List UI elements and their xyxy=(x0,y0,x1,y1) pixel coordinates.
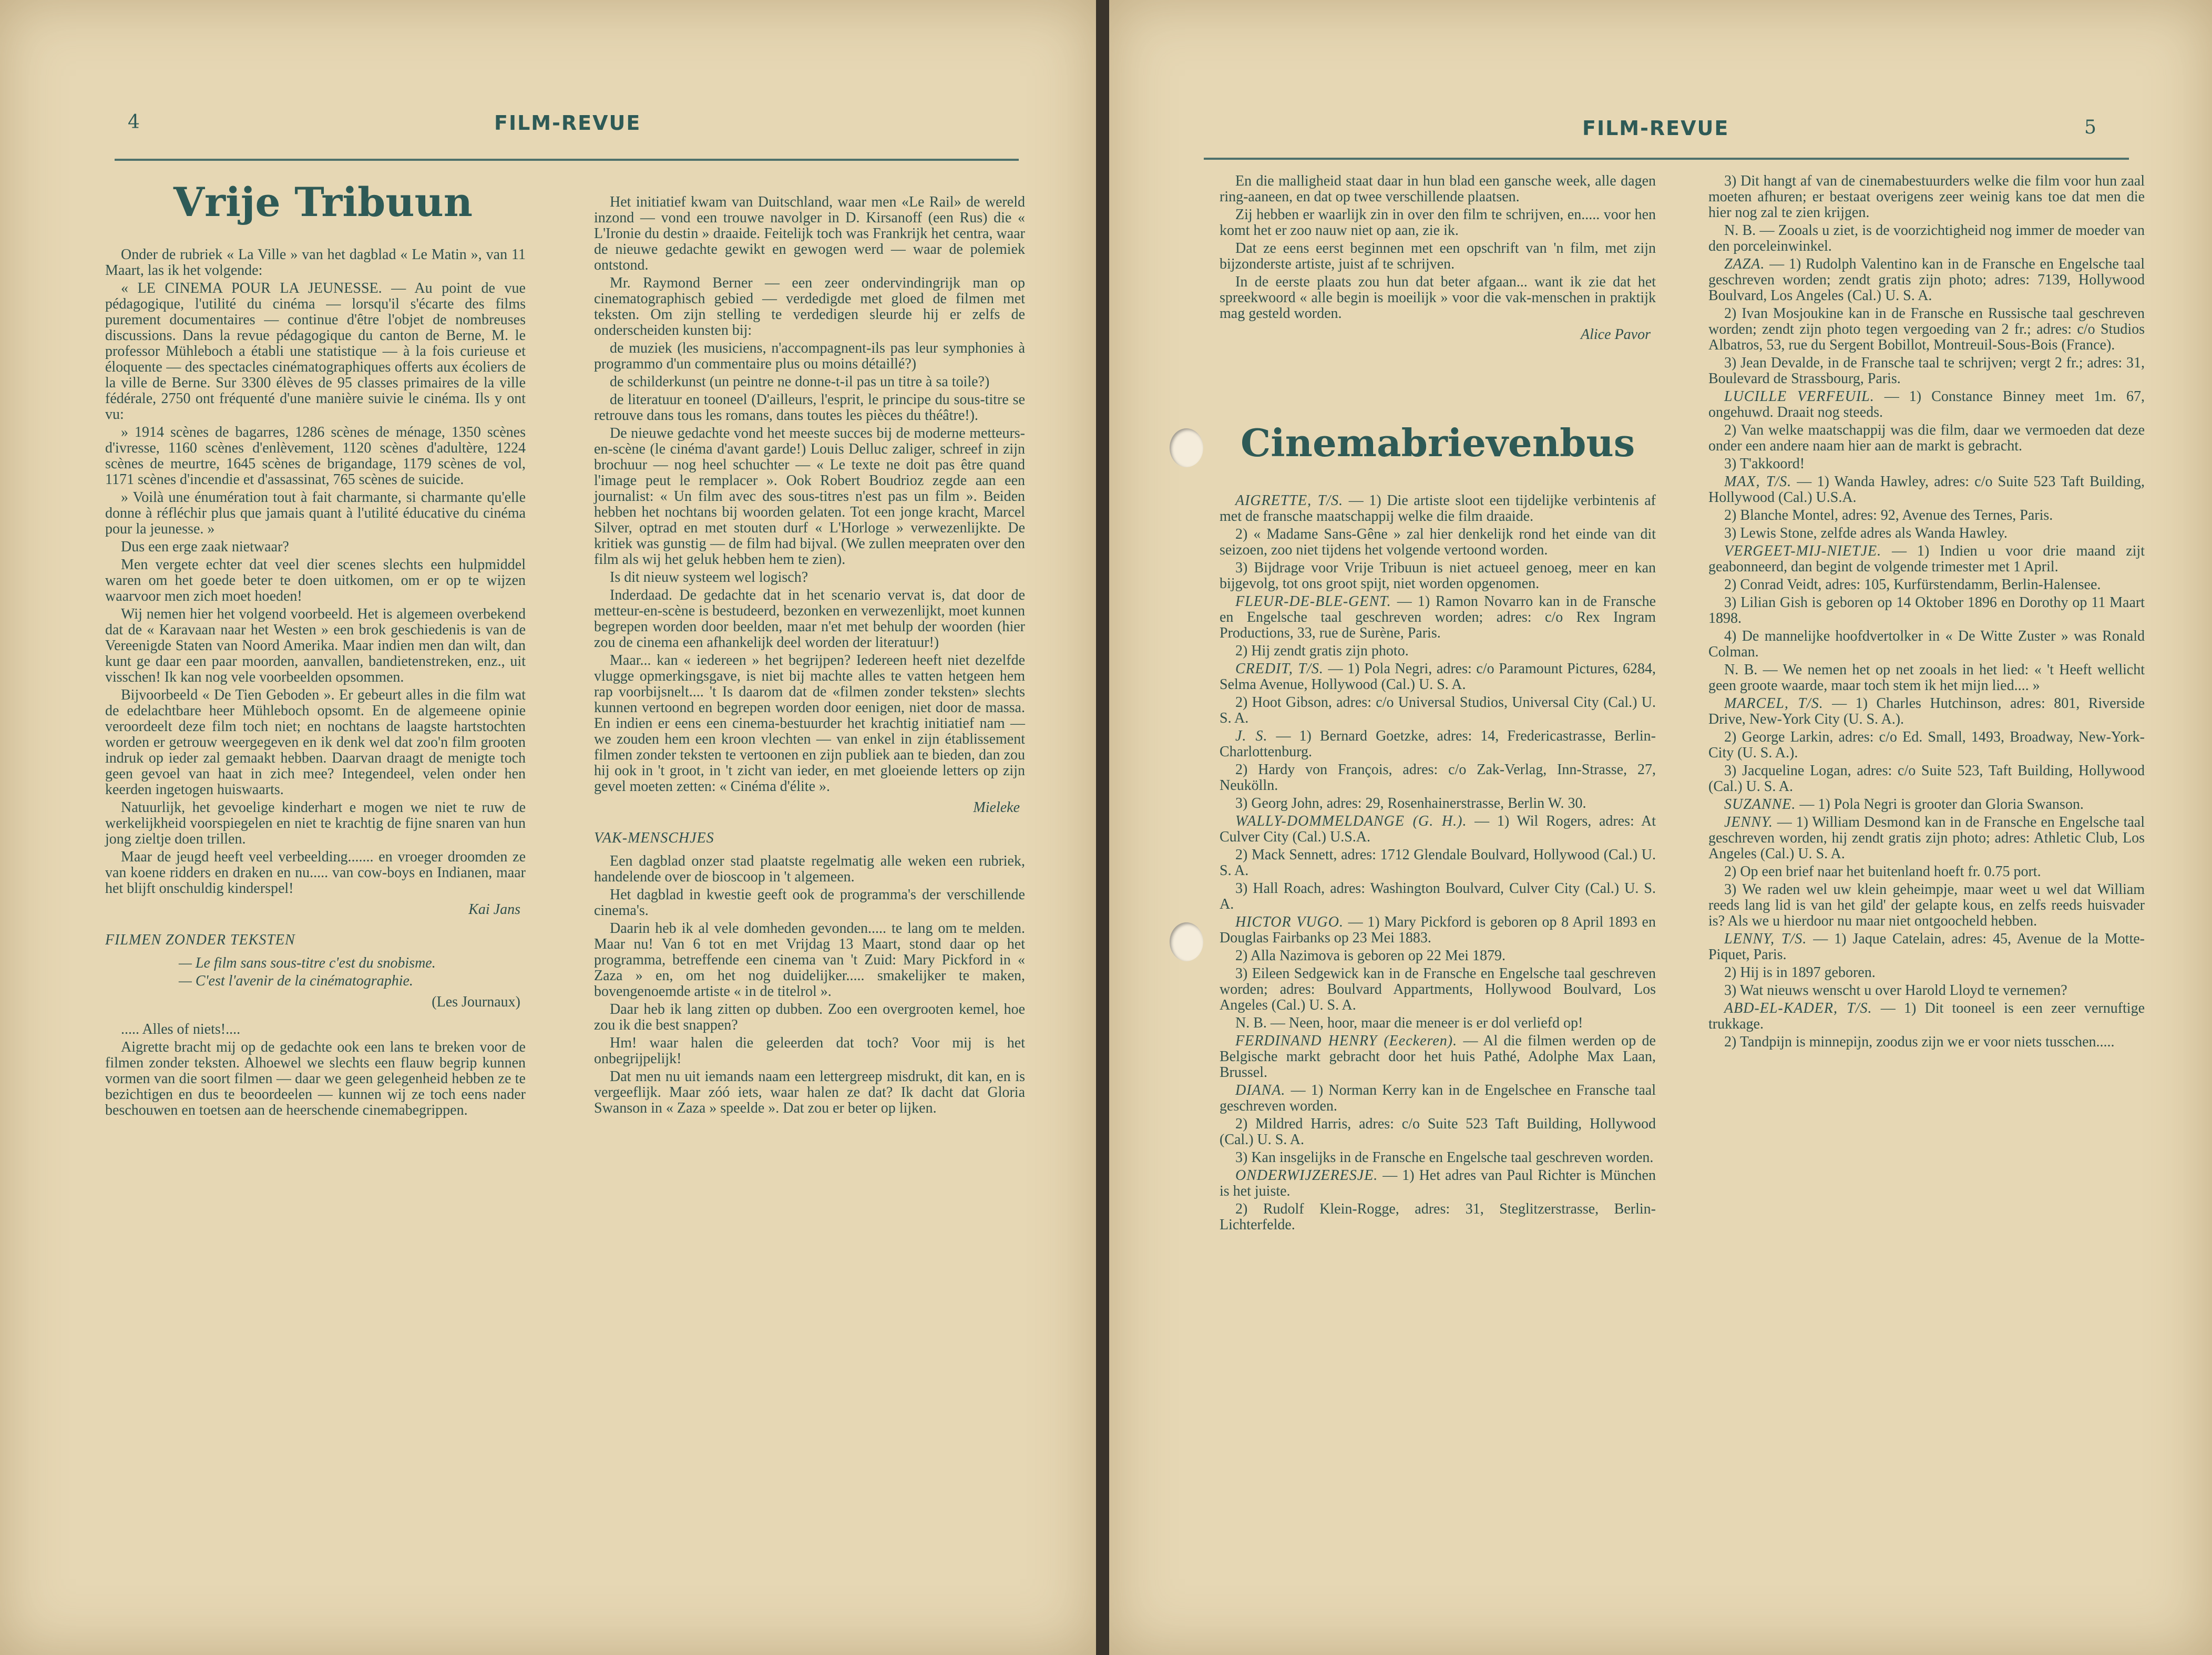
entry-text: N. B. — Neen, hoor, maar die meneer is er dol verliefd op! xyxy=(1235,1015,1583,1031)
entry-text: 3) We raden wel uw klein geheimpje, maar weet u wel dat William reeds lang lid is van het gild' der gelapte kous, en zelfs reeds huisvader is? Als we u hierdoor nu maar niet ontgoocheld hebben. xyxy=(1708,881,2145,929)
letter-entry xyxy=(1708,256,2145,304)
letter-entry xyxy=(1220,527,1656,558)
letter-entry xyxy=(1220,914,1656,946)
paragraph: Men vergete echter dat veel dier scenes slechts een hulpmiddel waren om het goede beter te doen uitkomen, om er op te wijzen waarvoor men zich moet hoeden! xyxy=(105,557,526,604)
article-body xyxy=(1220,173,1656,322)
entry-addressee: FLEUR-DE-BLE-GENT. xyxy=(1235,593,1391,610)
entry-text: — 1) Dit tooneel is een zeer vernuftige trukkage. xyxy=(1708,1000,2145,1032)
entry-text: 3) Dit hangt af van de cinemabestuurders welke die film voor hun zaal moeten afhuren; er bestaat overigens zeer weinig kans toe dat men die hier nog zal te zien krijgen. xyxy=(1708,173,2145,221)
letter-entry xyxy=(1708,864,2145,880)
entry-text: — 1) Wil Rogers, adres: At Culver City (Cal.) U.S.A. xyxy=(1220,813,1656,845)
paragraph: de schilderkunst (un peintre ne donne-t-il pas un titre à sa toile?) xyxy=(610,374,990,390)
entry-text: 2) Conrad Veidt, adres: 105, Kurfürstendamm, Berlin-Halensee. xyxy=(1724,577,2101,593)
entry-text: — 1) Wanda Hawley, adres: c/o Suite 523 Taft Building, Hollywood (Cal.) U.S.A. xyxy=(1708,474,2145,506)
paragraph: Zij hebben er waarlijk zin in over den film te schrijven, en..... voor hen komt het er zoo nauw niet op aan, zie ik. xyxy=(1220,207,1656,239)
paragraph: Hm! waar halen die geleerden dat toch? Voor mij is het onbegrijpelijk! xyxy=(594,1035,1025,1067)
entry-addressee: LUCILLE VERFEUIL. xyxy=(1724,388,1875,405)
letter-entry xyxy=(1220,1201,1656,1233)
letter-entry xyxy=(1708,577,2145,593)
entry-text: 2) Hij zendt gratis zijn photo. xyxy=(1235,643,1409,659)
entry-text: 3) T'akkoord! xyxy=(1724,456,1805,472)
letter-entry xyxy=(1708,423,2145,454)
paragraph: Daarin heb ik al vele domheden gevonden..... te lang om te melden. Maar nu! Van 6 tot en met Vrijdag 13 Maart, stond daar op het programma, betreffende een cinema van 't Zuid: Mary Pickford in « Zaza » en, om het nog duidelijker..... smakelijker te maken, bovengenoemde artiste « in de titelrol ». xyxy=(594,920,1025,1000)
letter-entry xyxy=(1220,847,1656,879)
letter-entry xyxy=(1708,389,2145,420)
letter-entry xyxy=(1708,763,2145,795)
letter-entry xyxy=(1220,1150,1656,1166)
entry-text: 2) Ivan Mosjoukine kan in de Fransche en Russische taal geschreven worden; zendt zijn photo tegen vergoeding van 2 fr.; adres: c/o Studios Albatros, 53, rue du Sergent Bobillot, Montreuil-Sous-Bois (France). xyxy=(1708,305,2145,353)
article-body xyxy=(105,247,526,897)
entry-text: — Al die filmen werden op de Belgische markt gebracht door het huis Pathé, Adolphe Max Laan, Brussel. xyxy=(1220,1033,1656,1081)
entry-addressee: WALLY-DOMMELDANGE (G. H.). xyxy=(1235,813,1467,829)
left-page xyxy=(0,0,1096,1655)
letter-entry xyxy=(1220,493,1656,525)
paragraph: En die malligheid staat daar in hun blad een gansche week, alle dagen ring-aaneen, en dat op twee verschillende plaatsen. xyxy=(1220,173,1656,205)
spine-gutter xyxy=(1096,0,1109,1655)
paragraph: Mr. Raymond Berner — een zeer ondervindingrijk man op cinematographisch gebied — verdedigde met gloed de filmen met teksten. Om zijn stelling te verdedigen sleurde hij er zelfs de onderscheiden kunsten bij: xyxy=(594,275,1025,338)
entry-text: 2) Rudolf Klein-Rogge, adres: 31, Steglitzerstrasse, Berlin-Lichterfelde. xyxy=(1220,1201,1656,1233)
paragraph: Daar heb ik lang zitten op dubben. Zoo een overgrooten kemel, hoe zou ik die best snappen? xyxy=(594,1001,1025,1033)
entry-text: 3) Lilian Gish is geboren op 14 Oktober 1896 en Dorothy op 11 Maart 1898. xyxy=(1708,594,2145,626)
letter-entry xyxy=(1220,695,1656,726)
letters-list xyxy=(1708,173,2145,1050)
letter-entry xyxy=(1708,508,2145,523)
paragraph: Het dagblad in kwestie geeft ook de programma's der verschillende cinema's. xyxy=(594,887,1025,919)
letter-entry xyxy=(1708,173,2145,221)
entry-text: 2) Mack Sennett, adres: 1712 Glendale Boulvard, Hollywood (Cal.) U. S. A. xyxy=(1220,847,1656,879)
entry-text: — 1) Indien u voor drie maand zijt geabonneerd, dan begint de volgende trimester met 1 April. xyxy=(1708,543,2145,575)
letter-entry xyxy=(1220,948,1656,964)
letter-entry xyxy=(1708,526,2145,541)
right-page xyxy=(1109,0,2212,1655)
entry-addressee: CREDIT, T/S. xyxy=(1235,661,1324,677)
letter-entry xyxy=(1220,661,1656,693)
entry-text: 2) Tandpijn is minnepijn, zoodus zijn we er voor niets tusschen..... xyxy=(1724,1034,2115,1050)
entry-text: 4) De mannelijke hoofdvertolker in « De Witte Zuster » was Ronald Colman. xyxy=(1708,628,2145,660)
letter-entry xyxy=(1220,1116,1656,1148)
section-heading: FILMEN ZONDER TEKSTEN xyxy=(105,932,295,948)
entry-text: 3) Jean Devalde, in de Fransche taal te schrijven; vergt 2 fr.; adres: 31, Boulevard de Strassbourg, Paris. xyxy=(1708,355,2145,387)
paragraph: Dus een erge zaak nietwaar? xyxy=(121,539,289,555)
entry-text: — 1) Pola Negri is grooter dan Gloria Swanson. xyxy=(1796,796,2084,813)
entry-text: 3) Lewis Stone, zelfde adres als Wanda Hawley. xyxy=(1724,525,2008,541)
paragraph: de muziek (les musiciens, n'accompagnent-ils pas leur symphonies à programmo d'un commentaire plus ou moins détaillé?) xyxy=(594,340,1025,372)
letter-entry xyxy=(1220,881,1656,912)
paragraph: Aigrette bracht mij op de gedachte ook een lans te breken voor de filmen zonder teksten. Alhoewel we slechts een flauw begrip kunnen vormen van die soort filmen — daar we geen gelegenheid hebben ze te bezichtigen en dus te beoordeelen — kunnen wij ze toch eens nader beschouwen en toetsen aan de heerschende cinemabegrippen. xyxy=(105,1039,526,1118)
entry-text: — 1) Ramon Novarro kan in de Fransche en Engelsche taal geschreven worden; adres: c/o Rex Ingram Productions, 33, rue de Surène, Paris. xyxy=(1220,593,1656,641)
entry-text: 3) Eileen Sedgewick kan in de Fransche en Engelsche taal geschreven worden; adres: Boulvard Appartments, Hollywood Boulvard, Los Angeles (Cal.) U. S. A. xyxy=(1220,965,1656,1013)
paragraph: Wij nemen hier het volgend voorbeeld. Het is algemeen overbekend dat de « Karavaan naar het Westen » een brok geschiedenis is van de Vereenigde Staten van Noord Amerika. Maar indien men dan wilt, dan kunt ge daar een paar moorden, aanvallen, bandietenstreken, enz., uit visschen! Ik kan nog vele voorbeelden opsommen. xyxy=(105,606,526,685)
entry-text: — 1) Jaque Catelain, adres: 45, Avenue de la Motte-Piquet, Paris. xyxy=(1708,931,2145,963)
entry-text: 2) « Madame Sans-Gêne » zal hier denkelijk rond het einde van dit seizoen, zoo niet tijdens het volgende vertoond worden. xyxy=(1220,526,1656,558)
entry-text: 3) Kan insgelijks in de Fransche en Engelsche taal geschreven worden. xyxy=(1235,1149,1654,1166)
column-left-2 xyxy=(594,194,1025,1118)
article-body xyxy=(105,1022,526,1118)
binding-hole xyxy=(1170,922,1203,961)
letter-entry xyxy=(1220,1168,1656,1199)
entry-text: — 1) Pola Negri, adres: c/o Paramount Pictures, 6284, Selma Avenue, Hollywood (Cal.) U. S. A. xyxy=(1220,661,1656,693)
letter-entry xyxy=(1220,1015,1656,1031)
letter-entry xyxy=(1220,728,1656,760)
letters-list xyxy=(1220,493,1656,1233)
entry-addressee: ABD-EL-KADER, T/S. xyxy=(1724,1000,1872,1016)
entry-text: N. B. — Zooals u ziet, is de voorzichtigheid nog immer de moeder van den porceleinwinkel. xyxy=(1708,222,2145,254)
paragraph: Het initiatief kwam van Duitschland, waar men «Le Rail» de wereld inzond — vond een trouwe navolger in D. Kirsanoff (een Rus) die « L'Ironie du destin » draaide. Feitelijk toch was Frankrijk het centra, waar de nieuwe gedachte gewikt en gewogen werd — waar de polemiek ontstond. xyxy=(594,194,1025,273)
letter-entry xyxy=(1708,882,2145,929)
entry-addressee: J. S. xyxy=(1235,728,1268,744)
paragraph: de literatuur en tooneel (D'ailleurs, l'esprit, le principe du sous-titre se retrouve dans tous les romans, dans toutes les pièces du théâtre!). xyxy=(594,392,1025,424)
letter-entry xyxy=(1708,543,2145,575)
entry-text: 2) Hij is in 1897 geboren. xyxy=(1724,964,1876,981)
letter-entry xyxy=(1220,560,1656,592)
letter-entry xyxy=(1708,1001,2145,1032)
entry-text: — 1) Het adres van Paul Richter is München is het juiste. xyxy=(1220,1167,1656,1199)
paragraph: Maar de jeugd heeft veel verbeelding....... en vroeger droomden ze van koene ridders en draken en nu..... van cow-boys en Indianen, maar het blijft onschuldig kinderspel! xyxy=(105,849,526,897)
paragraph: Dat ze eens eerst beginnen met een opschrift van 'n film, met zijn bijzonderste artiste, juist af te schrijven. xyxy=(1220,240,1656,272)
page-number: 5 xyxy=(2084,117,2096,138)
running-head: FILM-REVUE xyxy=(1582,117,1729,140)
paragraph: In de eerste plaats zou hun dat beter afgaan... want ik zie dat het spreekwoord « alle begin is moeilijk » voor die vak-menschen in praktijk mag gesteld worden. xyxy=(1220,274,1656,322)
paragraph: » Voilà une énumération tout à fait charmante, si charmante qu'elle donne à réfléchir plus que jamais quant à l'utilité éducative du cinéma pour la jeunesse. » xyxy=(105,489,526,537)
letter-entry xyxy=(1708,355,2145,387)
letter-entry xyxy=(1220,814,1656,845)
letter-entry xyxy=(1708,474,2145,506)
header-rule xyxy=(1204,158,2129,160)
entry-addressee: ONDERWIJZERESJE. xyxy=(1235,1167,1378,1184)
paragraph: Natuurlijk, het gevoelige kinderhart e mogen we niet te ruw de werkelijkheid voorspiegelen en niet te krachtig de fijne snaren van hun jong zieltje doen trillen. xyxy=(105,799,526,847)
letter-entry xyxy=(1220,796,1656,811)
paragraph: « LE CINEMA POUR LA JEUNESSE. — Au point de vue pédagogique, l'utilité du cinéma — lorsqu'il s'écarte des films purement documentaires — continue d'être l'objet de nombreuses discussions. Dans la revue pédagogique du canton de Berne, M. le professor Mühleboch a établi une statistique — à la fois curieuse et éloquente — des spectacles cinématographiques offerts aux écoliers de la ville de Berne. Sur 3300 élèves de 95 classes primaires de la ville fédérale, 2750 ont fréquenté d'une manière suivie le cinéma. Ils y ont vu: xyxy=(105,280,526,423)
letter-entry xyxy=(1708,983,2145,999)
entry-addressee: AIGRETTE, T/S. xyxy=(1235,492,1344,509)
paragraph: ..... Alles of niets!.... xyxy=(121,1021,241,1037)
signature: Mieleke xyxy=(973,799,1020,816)
letter-entry xyxy=(1708,629,2145,660)
entry-text: — 1) Norman Kerry kan in de Engelschee en Fransche taal geschreven worden. xyxy=(1220,1082,1656,1114)
entry-text: 2) Mildred Harris, adres: c/o Suite 523 Taft Building, Hollywood (Cal.) U. S. A. xyxy=(1220,1116,1656,1148)
header-rule xyxy=(115,159,1019,161)
entry-addressee: JENNY. xyxy=(1724,814,1773,830)
letter-entry xyxy=(1220,966,1656,1013)
letter-entry xyxy=(1708,931,2145,963)
paragraph: Is dit nieuw systeem wel logisch? xyxy=(610,569,808,585)
letter-entry xyxy=(1708,223,2145,254)
paragraph: » 1914 scènes de bagarres, 1286 scènes de ménage, 1350 scènes d'ivresse, 1160 scènes d'enlèvement, 1120 scènes d'adultère, 1224 scènes de meurtre, 1645 scènes de brigandage, 1179 scènes de vol, 1171 scènes d'incendie et d'assassinat, 765 scènes de suicide. xyxy=(105,424,526,488)
letter-entry xyxy=(1220,1033,1656,1081)
article-body xyxy=(594,854,1025,1116)
entry-addressee: MAX, T/S. xyxy=(1724,474,1792,490)
letter-entry xyxy=(1708,696,2145,727)
paragraph: De nieuwe gedachte vond het meeste succes bij de moderne metteurs-en-scène (le cinéma d'avant garde!) Louis Delluc zaliger, schreef in zijn brochuur — nog heel schuchter — « Le texte ne doit pas être quand l'image peut le remplacer ». Ook Robert Boudrioz zegde aan een journalist: « Un film avec des sous-titres n'est pas un film ». Beiden hebben het nochtans bij woorden gelaten. Tot een jonge kracht, Marcel Silver, optrad en met stouten durf « L'Horloge » verwezenlijkte. De kritiek was gunstig — de film had bijval. (We zullen meepraten over den film als wij het geluk hebben hem te zien). xyxy=(594,425,1025,568)
letter-entry xyxy=(1708,965,2145,981)
entry-text: — 1) William Desmond kan in de Fransche en Engelsche taal geschreven worden, hij zendt gratis zijn photo; adres: Athletic Club, Los Angeles (Cal.) U. S. A. xyxy=(1708,814,2145,862)
letter-entry xyxy=(1220,762,1656,794)
entry-text: 3) Jacqueline Logan, adres: c/o Suite 523, Taft Building, Hollywood (Cal.) U. S. A. xyxy=(1708,763,2145,795)
page-number: 4 xyxy=(128,111,140,133)
paragraph: Maar... kan « iedereen » het begrijpen? Iedereen heeft niet dezelfde vlugge opmerkingsgave, is niet bij machte alles te vatten hetgeen hem rap voorbijsnelt.... 't Is daarom dat de «filmen zonder teksten» slechts kunnen vertoond en begrepen worden door eenigen, niet door de massa. En indien er eens een cinema-bestuurder het krachtig initiatief nam — we zouden hem een kroon vlechten — van enkel in zijn établissement filmen zonder teksten te vertoonen en zijn publiek aan te bieden, dan zou hij ook in 't groot, in 't zicht van ieder, en met gloeiende letters op zijn gevel moeten zetten: « Cinéma d'élite ». xyxy=(594,652,1025,795)
epigraph-source: (Les Journaux) xyxy=(432,994,520,1010)
paragraph: Onder de rubriek « La Ville » van het dagblad « Le Matin », van 11 Maart, las ik het volgende: xyxy=(105,246,526,279)
column-right-1-letters xyxy=(1220,493,1656,1235)
signature: Kai Jans xyxy=(468,901,520,918)
entry-text: 3) Hall Roach, adres: Washington Boulvard, Culver City (Cal.) U. S. A. xyxy=(1220,880,1656,912)
binding-hole xyxy=(1170,428,1203,467)
entry-text: 2) Hoot Gibson, adres: c/o Universal Studios, Universal City (Cal.) U. S. A. xyxy=(1220,694,1656,726)
entry-text: — 1) Bernard Goetzke, adres: 14, Fredericastrasse, Berlin-Charlottenburg. xyxy=(1220,728,1656,760)
epigraph-quote: — Le film sans sous-titre c'est du snobisme. xyxy=(179,955,436,971)
entry-text: 2) George Larkin, adres: c/o Ed. Small, 1493, Broadway, New-York-City (U. S. A.). xyxy=(1708,729,2145,761)
letter-entry xyxy=(1708,1034,2145,1050)
paragraph: Dat men nu uit iemands naam een lettergreep misdrukt, dit kan, en is vergeeflijk. Maar zóó iets, waar halen ze dat? Ik dacht dat Gloria Swanson in « Zaza » speelde ». Dat zou er beter op lijken. xyxy=(594,1068,1025,1116)
paragraph: Bijvoorbeeld « De Tien Geboden ». Er gebeurt alles in die film wat de edelachtbare heer Mühleboch opsomt. En de algemeene opinie veroordeelt deze film toch niet; en nochtans de laagste hartstochten worden er getrouw weergegeven en ik denk wel dat zoo'n film grooten indruk op ieder zal gemaakt hebben. Daarvan draagt de menigte toch geen gevoel van haat in zich mee? Integendeel, velen onder hen keerden ingetogen huiswaarts. xyxy=(105,687,526,798)
letter-entry xyxy=(1220,594,1656,641)
letter-entry xyxy=(1708,456,2145,472)
section-heading: VAK-MENSCHJES xyxy=(594,830,714,846)
paragraph: Een dagblad onzer stad plaatste regelmatig alle weken een rubriek, handelende over de bioscoop in 't algemeen. xyxy=(594,853,1025,885)
letter-entry xyxy=(1220,1083,1656,1114)
letter-entry xyxy=(1708,797,2145,813)
entry-text: 3) Bijdrage voor Vrije Tribuun is niet actueel genoeg, meer en kan bijgevolg, tot ons groot spijt, niet worden opgenomen. xyxy=(1220,560,1656,592)
entry-addressee: VERGEET-MIJ-NIETJE. xyxy=(1724,543,1882,559)
page-title: Vrije Tribuun xyxy=(173,179,473,225)
entry-text: 2) Blanche Montel, adres: 92, Avenue des Ternes, Paris. xyxy=(1724,507,2053,523)
entry-addressee: FERDINAND HENRY (Eeckeren). xyxy=(1235,1033,1458,1049)
signature: Alice Pavor xyxy=(1581,326,1651,343)
entry-addressee: HICTOR VUGO. xyxy=(1235,914,1344,930)
entry-text: — 1) Mary Pickford is geboren op 8 April 1893 en Douglas Fairbanks op 23 Mei 1883. xyxy=(1220,914,1656,946)
entry-addressee: SUZANNE. xyxy=(1724,796,1796,813)
entry-addressee: DIANA. xyxy=(1235,1082,1286,1098)
entry-text: 2) Alla Nazimova is geboren op 22 Mei 1879. xyxy=(1235,948,1506,964)
letter-entry xyxy=(1220,643,1656,659)
entry-text: 2) Hardy von François, adres: c/o Zak-Verlag, Inn-Strasse, 27, Neukölln. xyxy=(1220,762,1656,794)
entry-text: — 1) Charles Hutchinson, adres: 801, Riverside Drive, New-York City (U. S. A.). xyxy=(1708,695,2145,727)
entry-addressee: LENNY, T/S. xyxy=(1724,931,1807,947)
letter-entry xyxy=(1708,815,2145,862)
article-body xyxy=(594,194,1025,795)
letter-entry xyxy=(1708,729,2145,761)
epigraph-quote: — C'est l'avenir de la cinématographie. xyxy=(179,973,413,989)
entry-text: — 1) Rudolph Valentino kan in de Fransche en Engelsche taal geschreven worden; zendt gratis zijn photo; adres: 7139, Hollywood Boulvard, Los Angeles (Cal.) U. S. A. xyxy=(1708,256,2145,304)
paragraph: Inderdaad. De gedachte dat in het scenario vervat is, dat door de metteur-en-scène is bestudeerd, bezonken en verwezenlijkt, moet kunnen begrepen worden door beelden, maar n'et met behulp der woorden (hier zou de cinema een afhankelijk deel worden der literatuur!) xyxy=(594,587,1025,651)
column-right-2 xyxy=(1708,173,2145,1052)
entry-text: 2) Van welke maatschappij was die film, daar we vermoeden dat deze onder een andere naam hier aan de markt is gebracht. xyxy=(1708,422,2145,454)
entry-addressee: MARCEL, T/S. xyxy=(1724,695,1824,712)
entry-text: 2) Op een brief naar het buitenland hoeft fr. 0.75 port. xyxy=(1724,864,2041,880)
section-title: Cinemabrievenbus xyxy=(1241,420,1635,465)
column-right-1 xyxy=(1220,173,1656,354)
letter-entry xyxy=(1708,306,2145,353)
entry-text: — 1) Constance Binney meet 1m. 67, ongehuwd. Draait nog steeds. xyxy=(1708,388,2145,420)
letter-entry xyxy=(1708,595,2145,626)
column-left-1 xyxy=(105,247,526,1121)
entry-text: N. B. — We nemen het op net zooals in het lied: « 't Heeft wellicht geen groote waarde, maar toch stem ik het mijn lied.... » xyxy=(1708,662,2145,694)
entry-text: 3) Wat nieuws wenscht u over Harold Lloyd te vernemen? xyxy=(1724,982,2067,999)
entry-addressee: ZAZA. xyxy=(1724,256,1765,272)
running-head: FILM-REVUE xyxy=(494,111,641,135)
entry-text: — 1) Die artiste sloot een tijdelijke verbintenis af met de fransche maatschappij welke die film draaide. xyxy=(1220,492,1656,525)
letter-entry xyxy=(1708,662,2145,694)
entry-text: 3) Georg John, adres: 29, Rosenhainerstrasse, Berlin W. 30. xyxy=(1235,795,1586,811)
